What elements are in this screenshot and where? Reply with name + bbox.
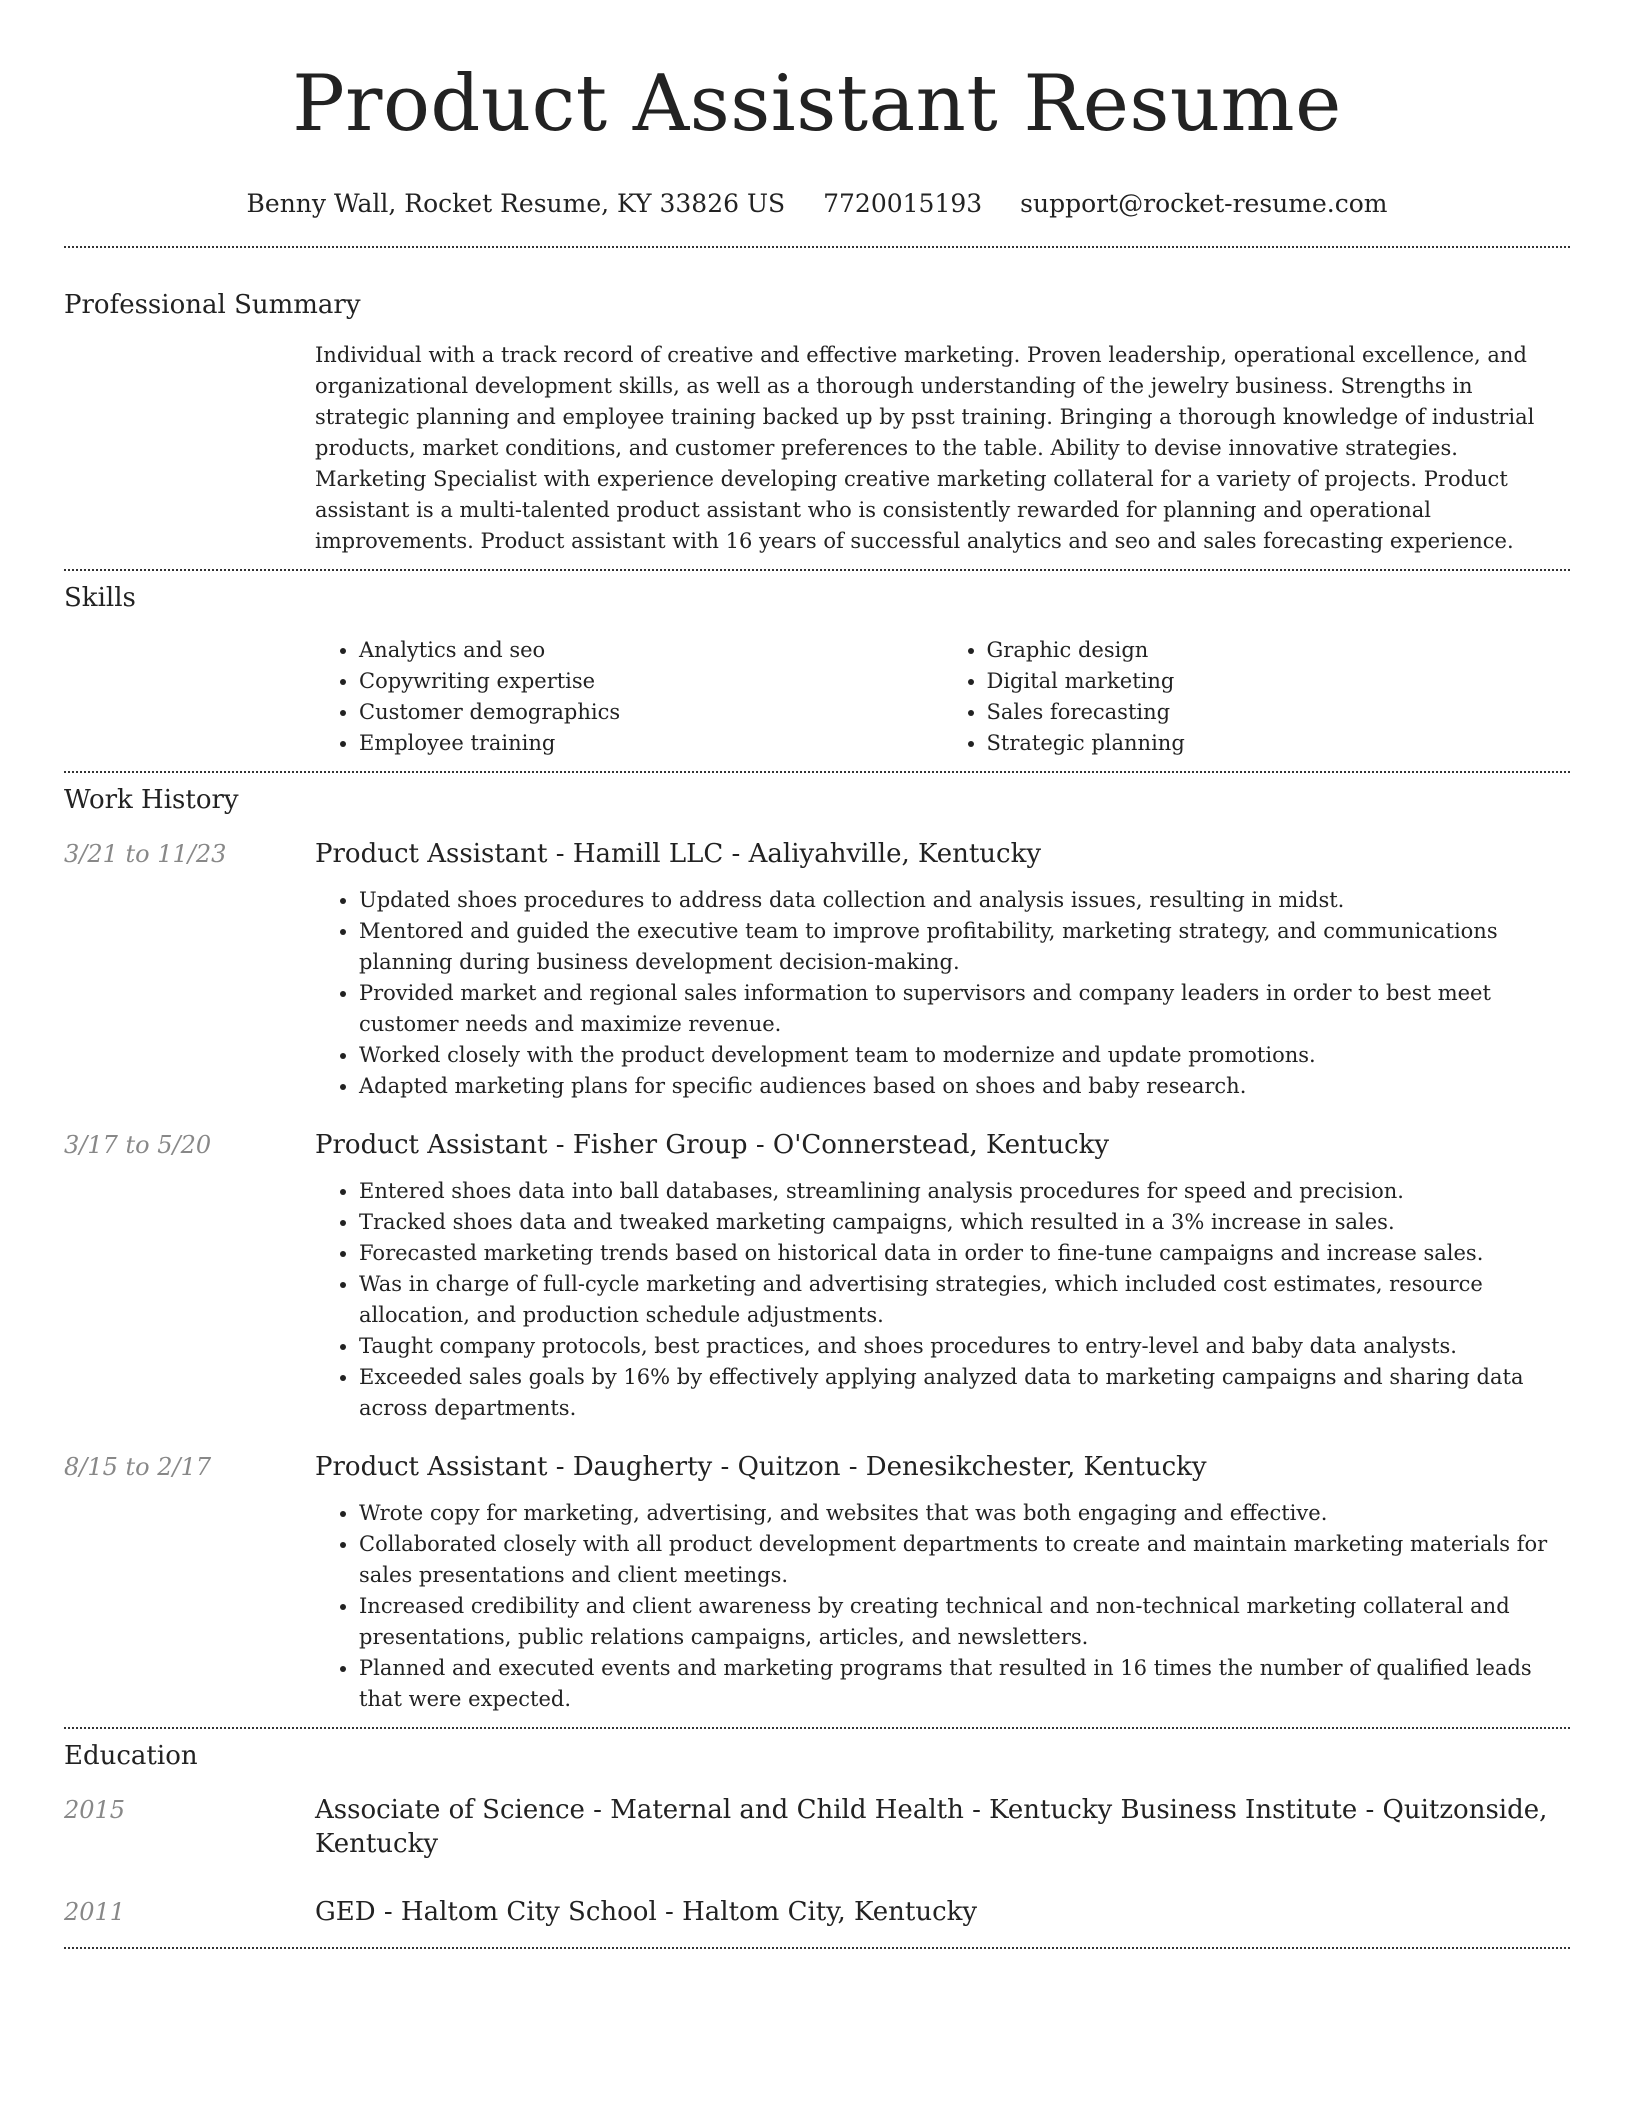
resume-page [64, 0, 1570, 1949]
skill-item: • Digital marketing [987, 666, 1571, 697]
divider [64, 1947, 1570, 1949]
education-section [64, 1739, 1570, 1929]
divider [64, 246, 1570, 248]
job-entry [64, 1128, 1570, 1424]
job-header [64, 837, 1570, 871]
work-heading: Work History [64, 785, 239, 815]
job-header [64, 1128, 1570, 1162]
job-bullet: • Entered shoes data into ball databases, streamlining analysis procedures for speed and precision. [359, 1176, 1570, 1207]
job-bullet: • Taught company protocols, best practices, and shoes procedures to entry-level and baby data analysts. [359, 1331, 1570, 1362]
summary-text: Individual with a track record of creative and effective marketing. Proven leadership, operational excellence, and organizational development skills, as well as a thorough understanding of the jewelry business. Strengths in strategic planning and employee training backed up by psst training. Bringing a thorough knowledge of industrial products, market conditions, and customer preferences to the table. Ability to devise innovative strategies. Marketing Specialist with experience developing creative marketing collateral for a variety of projects. Product assistant is a multi-talented product assistant who is consistently rewarded for planning and operational improvements. Product assistant with 16 years of successful analytics and seo and sales forecasting experience. [315, 343, 1535, 553]
education-heading: Education [64, 1741, 198, 1771]
job-dates: 8/15 to 2/17 [64, 1453, 212, 1481]
skill-item: • Sales forecasting [987, 697, 1571, 728]
education-entry [64, 1895, 1570, 1929]
resume-header [64, 0, 1570, 220]
job-header [64, 1450, 1570, 1484]
job-bullet: • Updated shoes procedures to address data collection and analysis issues, resulting in midst. [359, 885, 1570, 916]
page-title: Product Assistant Resume [292, 59, 1342, 149]
job-title: Product Assistant - Fisher Group - O'Connerstead, Kentucky [315, 1130, 1110, 1160]
skill-item: • Employee training [359, 728, 943, 759]
job-bullet: • Planned and executed events and marketing programs that resulted in 16 times the number of qualified leads that were expected. [359, 1653, 1570, 1715]
skill-item: • Analytics and seo [359, 635, 943, 666]
job-bullet: • Tracked shoes data and tweaked marketing campaigns, which resulted in a 3% increase in sales. [359, 1207, 1570, 1238]
skills-heading: Skills [64, 583, 136, 613]
job-dates: 3/17 to 5/20 [64, 1131, 212, 1159]
job-bullet: • Increased credibility and client awareness by creating technical and non-technical marketing collateral and presentations, public relations campaigns, articles, and newsletters. [359, 1591, 1570, 1653]
job-bullet: • Wrote copy for marketing, advertising, and websites that was both engaging and effective. [359, 1498, 1570, 1529]
skills-columns [315, 635, 1570, 759]
skills-list-left [315, 635, 943, 759]
job-title: Product Assistant - Daugherty - Quitzon - Denesikchester, Kentucky [315, 1452, 1207, 1482]
education-entry [64, 1793, 1570, 1861]
job-bullet: • Collaborated closely with all product development departments to create and maintain marketing materials for sales presentations and client meetings. [359, 1529, 1570, 1591]
job-bullet: • Worked closely with the product development team to modernize and update promotions. [359, 1040, 1570, 1071]
skill-item: • Strategic planning [987, 728, 1571, 759]
education-year: 2011 [64, 1898, 126, 1926]
contact-line [64, 188, 1570, 220]
work-section [64, 783, 1570, 1715]
job-bullet: • Adapted marketing plans for specific audiences based on shoes and baby research. [359, 1071, 1570, 1102]
contact-phone: 7720015193 [823, 189, 983, 218]
skills-section [64, 581, 1570, 759]
job-bullets [315, 1498, 1570, 1715]
contact-address: Benny Wall, Rocket Resume, KY 33826 US [246, 189, 786, 218]
job-bullet: • Was in charge of full-cycle marketing and advertising strategies, which included cost estimates, resource allocation, and production schedule adjustments. [359, 1269, 1570, 1331]
job-entry [64, 837, 1570, 1102]
job-bullet: • Exceeded sales goals by 16% by effectively applying analyzed data to marketing campaigns and sharing data across departments. [359, 1362, 1570, 1424]
job-bullet: • Provided market and regional sales information to supervisors and company leaders in order to best meet customer needs and maximize revenue. [359, 978, 1570, 1040]
skill-item: • Copywriting expertise [359, 666, 943, 697]
job-bullet: • Forecasted marketing trends based on historical data in order to fine-tune campaigns and increase sales. [359, 1238, 1570, 1269]
summary-section [64, 288, 1570, 557]
divider [64, 771, 1570, 773]
skill-item: • Customer demographics [359, 697, 943, 728]
education-detail: GED - Haltom City School - Haltom City, Kentucky [315, 1897, 978, 1927]
divider [64, 1727, 1570, 1729]
job-dates: 3/21 to 11/23 [64, 840, 227, 868]
education-year: 2015 [64, 1796, 126, 1824]
summary-heading: Professional Summary [64, 290, 361, 320]
job-bullets [315, 1176, 1570, 1424]
skills-list-right [943, 635, 1571, 759]
contact-email: support@rocket-resume.com [1020, 189, 1388, 218]
job-bullets [315, 885, 1570, 1102]
job-entry [64, 1450, 1570, 1715]
education-detail: Associate of Science - Maternal and Child Health - Kentucky Business Institute - Quitzonside, Kentucky [315, 1795, 1548, 1859]
job-title: Product Assistant - Hamill LLC - Aaliyahville, Kentucky [315, 839, 1042, 869]
skill-item: • Graphic design [987, 635, 1571, 666]
divider [64, 569, 1570, 571]
job-bullet: • Mentored and guided the executive team to improve profitability, marketing strategy, and communications planning during business development decision-making. [359, 916, 1570, 978]
